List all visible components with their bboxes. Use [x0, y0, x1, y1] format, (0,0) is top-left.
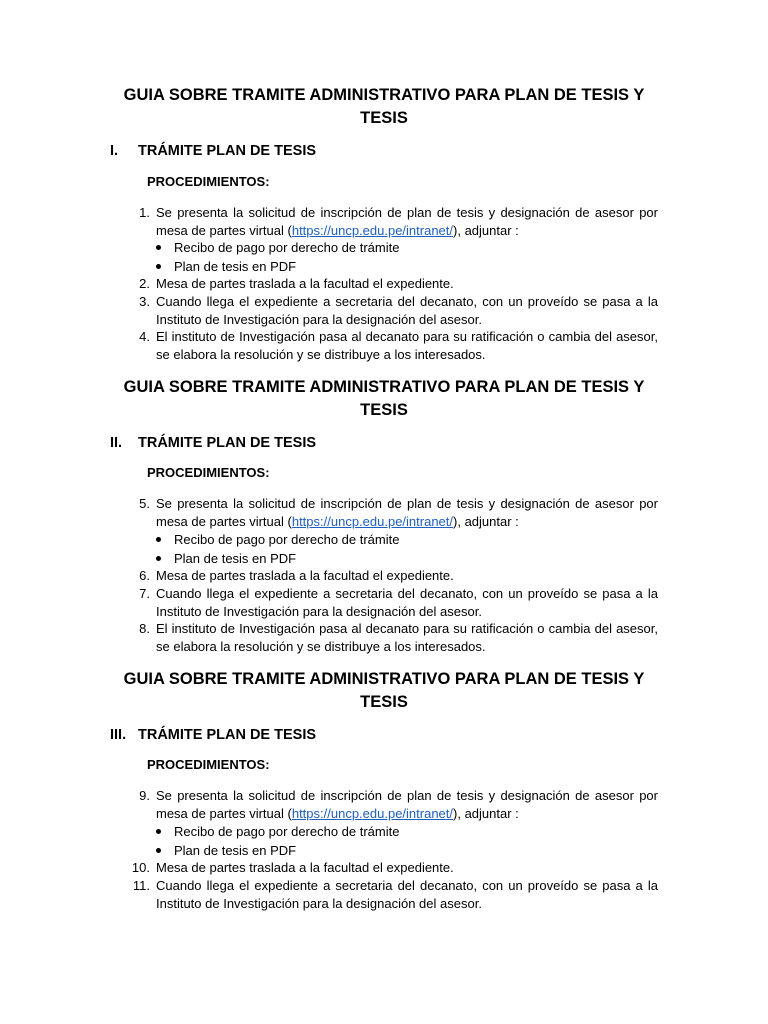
list-number: 3. [139, 294, 150, 309]
list-text: Cuando llega el expediente a secretaria del decanato, con un proveído se pasa a la Instituto de Investigación para la designación del asesor. [156, 878, 658, 911]
list-item [130, 204, 658, 240]
list-number: 8. [139, 621, 150, 636]
procedures-label: PROCEDIMIENTOS: [147, 465, 270, 480]
list-item [130, 328, 658, 364]
list-text [156, 495, 658, 530]
list-number: 9. [139, 788, 150, 803]
list-text-post: ), adjuntar : [453, 513, 519, 529]
section-title: GUIA SOBRE TRAMITE ADMINISTRATIVO PARA PLAN DE TESIS Y TESIS [123, 86, 645, 127]
list-text [156, 204, 658, 239]
list-text: Cuando llega el expediente a secretaria del decanato, con un proveído se pasa a la Instituto de Investigación para la designación del asesor. [156, 294, 658, 327]
section-heading-text: TRÁMITE PLAN DE TESIS [138, 727, 317, 743]
section-heading-text: TRÁMITE PLAN DE TESIS [138, 143, 317, 159]
bullet-dot [156, 537, 161, 542]
bullet-dot [156, 829, 161, 834]
section-heading [110, 726, 316, 744]
list-text-post: ), adjuntar : [453, 805, 519, 821]
bullet-dot [156, 245, 161, 250]
section-number: II. [110, 435, 123, 451]
list-item [130, 567, 658, 585]
list-text-pre: Se presenta la solicitud de inscripción de plan de tesis y designación de asesor por mesa de partes virtual ( [156, 788, 658, 821]
list-number: 10. [131, 860, 150, 875]
bullet-text: Recibo de pago por derecho de trámite [174, 240, 400, 255]
list-item [130, 787, 658, 823]
list-item [130, 877, 658, 913]
section-number: III. [110, 727, 127, 743]
bullet-dot [156, 848, 161, 853]
bullet-text: Plan de tesis en PDF [174, 843, 297, 858]
section-title: GUIA SOBRE TRAMITE ADMINISTRATIVO PARA PLAN DE TESIS Y TESIS [123, 378, 645, 419]
intranet-link[interactable]: https://uncp.edu.pe/intranet/ [291, 222, 454, 238]
bullet-text: Plan de tesis en PDF [174, 551, 297, 566]
procedures-label: PROCEDIMIENTOS: [147, 174, 270, 189]
list-number: 7. [139, 586, 150, 601]
intranet-link[interactable]: https://uncp.edu.pe/intranet/ [291, 513, 454, 529]
intranet-link[interactable]: https://uncp.edu.pe/intranet/ [291, 805, 454, 821]
list-item [130, 495, 658, 531]
list-number: 1. [139, 205, 150, 220]
section-number: I. [110, 143, 119, 159]
bullet-text: Recibo de pago por derecho de trámite [174, 532, 400, 547]
bullet-dot [156, 556, 161, 561]
list-item [130, 620, 658, 656]
list-number: 5. [139, 496, 150, 511]
section-title: GUIA SOBRE TRAMITE ADMINISTRATIVO PARA PLAN DE TESIS Y TESIS [123, 670, 645, 711]
section-heading [110, 142, 316, 160]
bullet-dot [156, 264, 161, 269]
bullet-text: Plan de tesis en PDF [174, 259, 297, 274]
list-number: 11. [132, 878, 150, 893]
list-text: Mesa de partes traslada a la facultad el expediente. [156, 276, 454, 291]
list-text: El instituto de Investigación pasa al decanato para su ratificación o cambia del asesor, se elabora la resolución y se distribuye a los interesados. [156, 621, 658, 654]
list-number: 2. [139, 276, 150, 291]
list-item [130, 293, 658, 329]
procedures-label: PROCEDIMIENTOS: [147, 757, 270, 772]
list-text [156, 787, 658, 822]
list-text: Mesa de partes traslada a la facultad el expediente. [156, 568, 454, 583]
bullet-text: Recibo de pago por derecho de trámite [174, 824, 400, 839]
list-number: 4. [139, 329, 150, 344]
list-text: Mesa de partes traslada a la facultad el expediente. [156, 860, 454, 875]
list-item [130, 275, 658, 293]
section-heading [110, 434, 316, 452]
list-item [130, 585, 658, 621]
list-text-pre: Se presenta la solicitud de inscripción de plan de tesis y designación de asesor por mesa de partes virtual ( [156, 205, 658, 238]
section-heading-text: TRÁMITE PLAN DE TESIS [138, 435, 317, 451]
list-text-pre: Se presenta la solicitud de inscripción de plan de tesis y designación de asesor por mesa de partes virtual ( [156, 496, 658, 529]
list-text-post: ), adjuntar : [453, 222, 519, 238]
list-text: Cuando llega el expediente a secretaria del decanato, con un proveído se pasa a la Instituto de Investigación para la designación del asesor. [156, 586, 658, 619]
list-item [130, 859, 658, 877]
list-number: 6. [139, 568, 150, 583]
list-text: El instituto de Investigación pasa al decanato para su ratificación o cambia del asesor, se elabora la resolución y se distribuye a los interesados. [156, 329, 658, 362]
